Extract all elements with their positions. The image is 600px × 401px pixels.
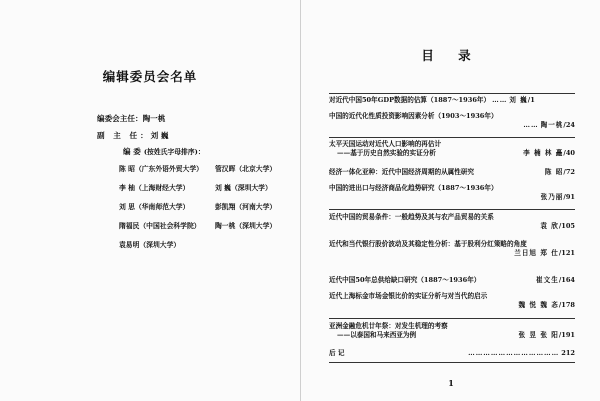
toc-entry[interactable]: 经济一体化亚种：近代中国经济周期的从属性研究 陈 昭 / 72 [329,168,575,176]
toc-entry-title: 近代中国的贸易条件：一般趋势及其与农产品贸易的关系 [329,213,494,221]
member-line [119,201,276,211]
toc-entry[interactable]: 近代中国的贸易条件：一般趋势及其与农产品贸易的关系 袁 欣 / 105 [329,213,575,230]
member-name: 隋福民（中国社会科学院） [119,222,201,230]
toc-entry-title: 近代上海标金市场金银比价的实证分析与对当代的启示 [329,292,488,300]
members-note: (按姓氏字母排序)： [143,148,205,156]
toc-entry-title: 中国的进出口与经济商品化趋势研究（1887～1936年） [329,184,498,192]
members-row [97,146,205,157]
toc-entry-page: 105 [561,222,575,230]
chief-row [97,113,165,124]
toc-entry-title: 亚洲金融危机廿年祭：对发生机理的考察 [329,322,448,330]
member-name: 刘 巍（深圳大学） [215,184,272,192]
editorial-board-title: 编辑委员会名单 [102,69,198,84]
toc-divider [329,209,575,210]
toc-entry[interactable]: 中国的近代化性质投资影响因素分析（1903～1936年） …… 陶一桃 / 24 [329,112,575,129]
toc-entry[interactable]: 近代中国50年总供给缺口研究（1887～1936年） 崔文生 / 164 [329,276,575,284]
member-name: 李 柚（上海财经大学） [119,184,190,192]
toc-entry-title: 对近代中国50年GDP数据的估算（1887～1936年） [329,96,491,104]
member-name: 管汉晖（北京大学） [215,165,277,173]
deputy-row [97,130,169,141]
toc-entry-page: 164 [561,276,575,284]
toc-entry-subtitle: ——基于历史自然实验的实证分析 [337,149,436,157]
toc-leader: ……………………………… [468,349,560,357]
toc-entry[interactable]: 太平天国运动对近代人口影响的再估计 ——基于历史自然实验的实证分析 李 楠 林 矗 / 40 [329,140,575,157]
toc-entry-page: 178 [561,301,575,309]
toc-entry-author: 陶一桃 [540,121,564,129]
toc-entry-title: 太平天国运动对近代人口影响的再估计 [329,140,442,148]
toc-entry-author: 袁 欣 [540,222,559,230]
toc-entry-page: 1 [530,96,535,104]
toc-entry-author: 张 昱 张 阳 [518,331,559,339]
deputy-label: 副 主 任： [97,131,151,140]
toc-entry-page: 91 [565,193,575,201]
deputy-name: 刘 巍 [150,131,169,140]
member-name: 彭凯翔（河南大学） [215,203,277,211]
toc-divider [329,93,575,94]
toc-entry[interactable]: 亚洲金融危机廿年祭：对发生机理的考察 ——以泰国和马来西亚为例 张 昱 张 阳 / 191 [329,322,575,339]
chief-name: 陶一桃 [142,114,166,123]
toc-leader: …… [523,121,539,129]
member-line [119,182,272,192]
toc-entry-title: 经济一体化亚种：近代中国经济周期的从属性研究 [329,168,475,176]
toc-entry-author: 兰日旭 郑 仕 [514,249,559,257]
toc-entry-author: 魏 悦 魏 忞 [518,301,559,309]
toc-entry[interactable]: 中国的进出口与经济商品化趋势研究（1887～1936年） 张乃丽 / 91 [329,184,575,201]
toc-leader: …… [492,96,508,104]
toc-entry-page: 212 [561,349,575,357]
toc-entry-page: 72 [565,168,575,176]
toc-entry-title: 中国的近代化性质投资影响因素分析（1903～1936年） [329,112,498,120]
toc-divider [329,362,575,363]
toc-divider [329,137,575,138]
page-number: 1 [448,378,454,388]
member-name: 袁易明（深圳大学） [119,241,181,249]
toc-entry-page: 24 [565,121,575,129]
member-name: 刘 思（华南师范大学） [119,203,190,211]
toc-entry-author: 陈 昭 [544,168,564,176]
toc-entry-title: 近代和当代银行股价波动及其稳定性分析：基于股利分红策略的角度 [329,240,527,248]
member-line [119,220,276,230]
member-line [119,239,215,249]
chief-label: 编委会主任： [97,114,143,123]
right-page [300,0,600,401]
toc-entry-subtitle: ——以泰国和马来西亚为例 [337,331,417,339]
member-name: 陶一桃（深圳大学） [215,222,277,230]
toc-entry-author: 张乃丽 [540,193,564,201]
member-name: 陈 昭（广东外语外贸大学） [119,165,203,173]
toc-entry-page: 121 [561,249,575,257]
members-label: 编 委 [123,147,141,156]
toc-entry[interactable]: 近代上海标金市场金银比价的实证分析与对当代的启示 魏 悦 魏 忞 / 178 [329,292,575,309]
toc-title: 目 录 [421,48,481,63]
toc-entry[interactable]: 对近代中国50年GDP数据的估算（1887～1936年） …… 刘 巍 / 1 [329,96,535,104]
toc-entry-page: 40 [565,149,575,157]
toc-entry-title: 近代中国50年总供给缺口研究（1887～1936年） [329,276,481,284]
toc-entry-author: 李 楠 林 矗 [523,149,564,157]
toc-entry-title: 后 记 [329,349,345,357]
member-line [119,163,276,173]
toc-divider [329,318,575,319]
toc-entry[interactable] [329,349,575,358]
toc-entry-author: 崔文生 [536,276,559,284]
toc-entry[interactable]: 近代和当代银行股价波动及其稳定性分析：基于股利分红策略的角度 兰日旭 郑 仕 / 121 [329,240,575,257]
toc-entry-page: 191 [561,331,575,339]
toc-entry-author: 刘 巍 [509,96,528,104]
